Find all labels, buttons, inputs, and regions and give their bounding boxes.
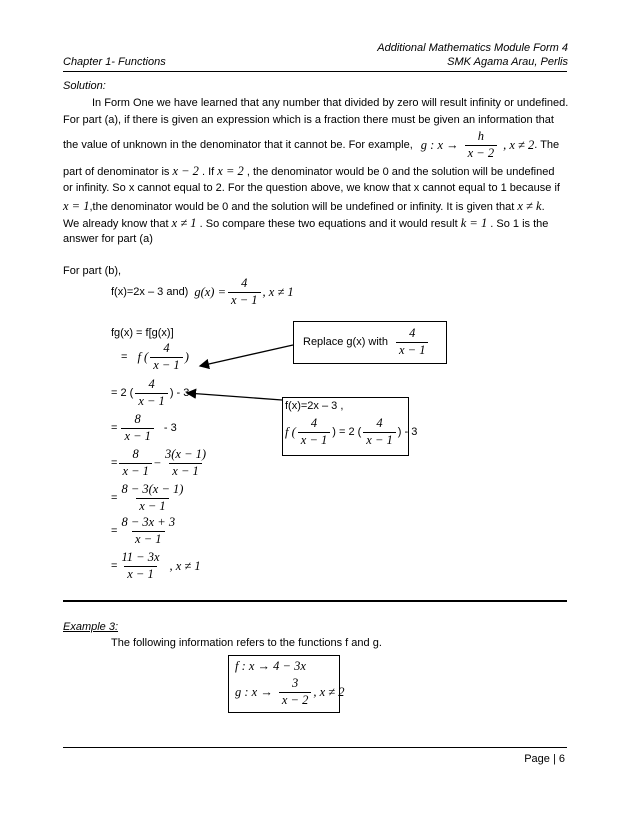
example-3-text: The following information refers to the functions f and g. (111, 637, 382, 649)
inline-math: x ≠ k (517, 199, 542, 213)
line-7-text-c: . So 1 is the (490, 218, 549, 230)
line-6-text-b: . (541, 201, 545, 213)
example-condition: , x ≠ 2 (503, 137, 535, 152)
header-school: SMK Agama Arau, Perlis (447, 56, 568, 68)
fraction-denominator: x − 2 (465, 145, 497, 160)
fraction-denominator: x − 1 (298, 432, 330, 447)
solution-line-8: answer for part (a) (63, 233, 153, 245)
example-map-lhs: g : x → (420, 137, 459, 152)
equals-sign: = (111, 422, 118, 434)
line-6-text-a: ,the denominator would be 0 and the solution will be undefined or infinity. It is given that (89, 201, 515, 213)
equals-sign: = (121, 351, 128, 363)
g-function-fraction (279, 677, 311, 706)
note-f-symbol: f ( (285, 424, 296, 439)
g-function-condition: , x ≠ 2 (313, 684, 345, 699)
equals-sign: = (111, 560, 118, 572)
note-f-end: ) - 3 (397, 426, 418, 438)
fraction-denominator: x − 1 (396, 342, 428, 357)
inline-math: x = 1 (63, 199, 90, 213)
fraction-numerator: 8 (134, 412, 141, 427)
fraction-numerator: 4 (376, 416, 383, 431)
part-b-heading: For part (b), (63, 265, 122, 277)
f-definition: f(x)=2x – 3 and) (111, 286, 189, 298)
inline-math: x − 2 (172, 164, 199, 178)
line-4-text-a: part of denominator is (63, 166, 170, 178)
fraction-denominator: x − 1 (228, 292, 260, 307)
fraction-numerator: 4 (148, 377, 155, 392)
g-definition-lhs: g(x) = (194, 284, 227, 299)
line-4-text-b: . If (202, 166, 215, 178)
inline-math: k = 1 (460, 216, 488, 230)
fraction-denominator: x − 2 (279, 692, 311, 707)
fraction-denominator: x − 1 (136, 498, 168, 513)
inline-math: x = 2 (217, 164, 244, 178)
fraction-numerator: 8 − 3(x − 1) (121, 482, 184, 497)
step-1-close: ) (184, 349, 189, 364)
fraction-numerator: 4 (310, 416, 318, 431)
solution-heading: Solution: (63, 80, 106, 92)
fraction-denominator: x − 1 (363, 432, 395, 447)
fraction-denominator: x − 1 (135, 393, 167, 408)
note-text: Replace g(x) with (303, 336, 388, 348)
fraction-denominator: x − 1 (150, 357, 182, 372)
fraction-numerator: 4 (409, 326, 416, 341)
line-7-text-a: We already know that (63, 218, 169, 230)
inline-math: x ≠ 1 (171, 216, 197, 230)
equals-sign: = (111, 457, 118, 469)
footer-divider (63, 747, 567, 748)
fg-composition: fg(x) = f[g(x)] (111, 327, 174, 339)
arrow-to-step-2 (187, 393, 282, 400)
fraction-denominator: x − 1 (132, 531, 164, 546)
note-f-mid: ) = 2 ( (332, 426, 362, 438)
example-3-function-box (228, 655, 345, 713)
fraction-denominator: x − 1 (169, 463, 201, 478)
page-number: Page | 6 (524, 753, 565, 765)
g-definition-condition: , x ≠ 1 (262, 284, 294, 299)
header-chapter: Chapter 1- Functions (63, 56, 166, 68)
fraction-denominator: x − 1 (121, 428, 153, 443)
line-4-text-c: , the denominator would be 0 and the solution will be undefined (246, 166, 555, 178)
note-f-line-1: f(x)=2x – 3 , (285, 400, 344, 412)
step-2-post: ) - 3 (169, 387, 190, 399)
solution-line-3-text: the value of unknown in the denominator that it cannot be. For example, (63, 139, 413, 151)
fraction-numerator: 8 − 3x + 3 (121, 515, 176, 530)
g-function-lhs: g : x → (235, 684, 273, 699)
equals-sign: = (111, 492, 118, 504)
fraction-numerator: 3(x − 1) (164, 447, 207, 462)
fraction-denominator: x − 1 (124, 566, 156, 581)
fraction-numerator: 4 (241, 276, 248, 291)
example-3-heading: Example 3: (63, 621, 119, 633)
fraction-denominator: x − 1 (119, 463, 151, 478)
header-title: Additional Mathematics Module Form 4 (377, 42, 568, 54)
solution-line-3-end: . The (534, 139, 560, 151)
fraction-numerator: 8 (132, 447, 139, 462)
solution-line-1: In Form One we have learned that any number that divided by zero will result infinity or undefined. (92, 97, 569, 109)
fraction-numerator: 11 − 3x (121, 550, 160, 565)
step-7-condition: , x ≠ 1 (169, 558, 201, 573)
line-7-text-b: . So compare these two equations and it would result (199, 218, 458, 230)
equals-sign: = (111, 525, 118, 537)
f-function: f : x → 4 − 3x (235, 659, 306, 673)
section-divider (63, 600, 567, 602)
g-function (235, 676, 345, 708)
solution-line-5: or infinity. So x cannot equal to 2. For the question above, we know that x cannot equal to 1 because if (63, 182, 560, 194)
fraction-numerator: 3 (291, 676, 299, 691)
solution-line-2: For part (a), if there is given an expression which is a fraction there must be given an information that (63, 114, 554, 126)
minus-sign: − (153, 455, 161, 470)
fraction-numerator: 4 (163, 341, 170, 356)
step-2-pre: = 2 ( (111, 387, 134, 399)
step-1-f: f ( (137, 349, 149, 364)
arrow-to-step-1 (200, 345, 293, 366)
fraction-numerator: h (477, 129, 484, 144)
step-3-post: - 3 (163, 422, 177, 434)
